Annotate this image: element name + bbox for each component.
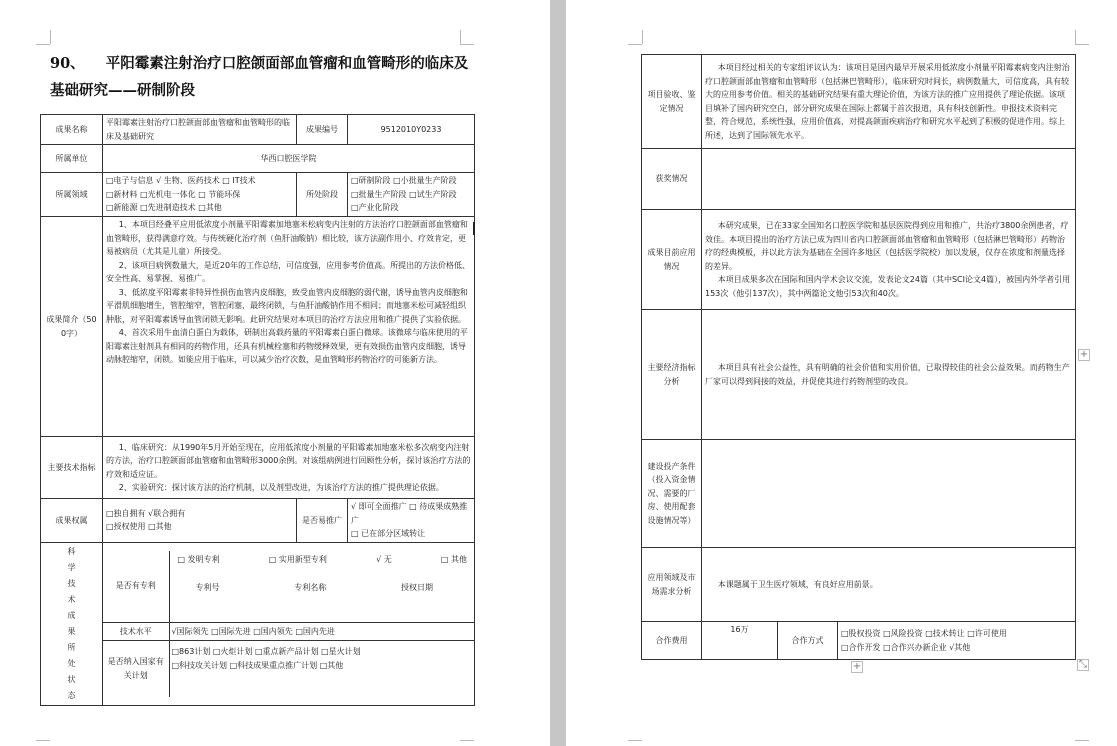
crop-mark	[1075, 30, 1076, 44]
plan-option-line[interactable]: □863计划 □火炬计划 □重点新产品计划 □星火计划	[171, 647, 361, 656]
stage-option-line[interactable]: □研制阶段 □小批量生产阶段	[351, 176, 457, 186]
right-label: 成果权属	[41, 499, 103, 543]
mode-option-line[interactable]: □合作开发 □合作兴办新企业 √其他	[841, 642, 971, 652]
add-row-icon[interactable]: +	[852, 661, 862, 672]
benefit-content	[702, 310, 1076, 440]
field-option-line[interactable]: □电子与信息 √ 生物、医药技术 □ IT技术	[106, 176, 256, 186]
promote-option-line[interactable]: □ 已在部分区域转让	[351, 529, 426, 538]
right-option-line[interactable]: □独自拥有 √联合拥有	[106, 508, 186, 518]
sci-status-text: 科学技术成果所处状态	[67, 546, 76, 700]
fee-value: 16万	[702, 622, 778, 660]
heading-title: 平阳霉素注射治疗口腔颌面部血管瘤和血管畸形的临床及基础研究——研制阶段	[50, 55, 469, 99]
application-paragraph: 本项目成果多次在国际和国内学术会议交流，发表论文24篇（其中SCI论文4篇），被国内外学者引用153次（他引137次），其中两篇论文他引53次和40次。	[705, 275, 1071, 298]
name-value: 平阳霉素注射治疗口腔颌面部血管瘤和血管畸形的临床及基础研究	[103, 115, 297, 145]
crop-mark	[460, 30, 461, 44]
level-label: 技术水平	[103, 623, 169, 641]
code-label: 成果编号	[297, 115, 348, 145]
unit-label: 所属单位	[41, 145, 103, 173]
crop-mark	[1075, 44, 1089, 45]
stage-options	[348, 173, 475, 217]
intro-paragraph: 4、首次采用牛血清白蛋白为载体，研制出高载药量的平阳霉素白蛋白微球。该微球与临床使用的平阳霉素注射剂具有相同的药物作用，还具有机械栓塞和药物缓释效果，更有效损伤血管内皮细胞，诱导动脉腔缩窄，闭锁。如能应用于临床，可以减少治疗次数，是血管畸形药物治疗的可能新方法。	[106, 328, 468, 364]
stage-option-line[interactable]: □批量生产阶段 □试生产阶段	[351, 189, 457, 199]
application-paragraph: 本研究成果，已在33家全国知名口腔医学院和基层医院得到应用和推广，共治疗3800余例患者，疗效佳。本项目提出的治疗方法已成为四川省内口腔颌面部血管瘤和血管畸形（包括淋巴管畸形）药物治疗的经典模板，并以此方法为基础在全国许多地区（包括医学院校）加以发展，仅存在浓度和剂量选择的差异。	[705, 221, 1069, 271]
result-table-right	[641, 54, 1076, 660]
market-label: 应用领域及市场需求分析	[642, 548, 702, 622]
text-cursor	[473, 222, 475, 235]
benefit-text: 本项目具有社会公益性，具有明确的社会价值和实用价值，已取得较佳的社会公益效果。而药物生产厂家可以得到间接的效益，并促使其进行药物剂型的改良。	[705, 363, 1070, 386]
sci-status-content	[103, 542, 475, 705]
eval-label: 项目验收、鉴定情况	[642, 55, 702, 149]
patent-column-row	[172, 567, 474, 595]
patent-type-option[interactable]: □ 实用新型专利	[268, 554, 327, 564]
patent-column-header: 授权日期	[401, 582, 433, 592]
crop-mark	[36, 44, 50, 45]
field-option-line[interactable]: □新能源 □先进制造技术 □其他	[106, 203, 222, 213]
level-value[interactable]: √国际领先 □国际先进 □国内领先 □国内先进	[169, 623, 475, 641]
benefit-label: 主要经济指标分析	[642, 310, 702, 440]
intro-paragraph: 3、低浓度平阳霉素非特异性损伤血管内皮细胞，致受血管内皮细胞的弱代谢，诱导血管内皮细胞和平滑肌细胞增生，管腔缩窄，管腔闭塞，最终闭锁，与鱼肝油酸钠作用不相同；而地塞米松可减轻组织肿胀，对平阳霉素诱导血管闭锁无影响。此研究结果对本项目的治疗方法应用和推广提供了实验依据。	[106, 287, 468, 324]
application-content	[702, 210, 1076, 310]
crop-mark	[1075, 740, 1089, 741]
page-gap	[550, 0, 566, 746]
intro-content	[103, 217, 475, 437]
crop-mark	[628, 44, 642, 45]
promote-options	[348, 499, 475, 543]
market-text: 本课题属于卫生医疗领域，有良好应用前景。	[717, 579, 878, 589]
stage-option-line[interactable]: □产业化阶段	[351, 203, 399, 213]
patent-content	[169, 551, 475, 623]
patent-type-option[interactable]: √ 无	[376, 554, 392, 564]
patent-type-option[interactable]: □ 发明专利	[177, 554, 220, 564]
application-label: 成果目前应用情况	[642, 210, 702, 310]
invest-value	[702, 440, 1076, 548]
heading-number: 90、	[50, 55, 85, 72]
document-heading	[50, 50, 470, 104]
promote-option-line[interactable]: √ 即可全面推广 □ 待成果成熟推广	[351, 502, 468, 525]
patent-type-row	[172, 551, 474, 567]
right-option-line[interactable]: □授权使用 □其他	[106, 522, 172, 532]
index-paragraph: 1、临床研究：从1990年5月开始至现在，应用低浓度小剂量的平阳霉素加地塞米松多次病变内注射的方法，治疗口腔颌面部血管瘤和血管畸形3000余例。对该组病例进行回顾性分析，探讨该治疗方法的疗效和适应证。	[106, 442, 471, 479]
index-paragraph: 2、实验研究：探讨该方法的治疗机制，以及剂型改进，为该治疗方法的推广提供理论依据。	[118, 483, 444, 492]
intro-paragraph: 1、本项目经叠平应用低浓度小剂量平阳霉素加地塞米松病变内注射的方法治疗口腔颌面部血管瘤和血管畸形，获得满意疗效。与传统硬化治疗剂（鱼肝油酸钠）相比较，该方法副作用小、疗效肯定，更易被病员（尤其是儿童）所接受。	[106, 220, 468, 256]
plan-label: 是否纳入国家有关计划	[103, 641, 169, 697]
crop-mark	[642, 30, 643, 44]
unit-value: 华西口腔医学院	[103, 145, 475, 173]
field-label: 所属领域	[41, 173, 103, 217]
sci-status-label	[41, 542, 103, 705]
eval-content	[702, 55, 1076, 149]
award-value	[702, 149, 1076, 210]
fee-label: 合作费用	[642, 622, 702, 660]
patent-label: 是否有专利	[103, 551, 169, 623]
plan-options	[169, 641, 475, 697]
code-value: 9512010Y0233	[348, 115, 475, 145]
mode-options	[838, 622, 1076, 660]
intro-label: 成果简介（500字）	[41, 217, 103, 437]
index-content	[103, 437, 475, 499]
index-label: 主要技术指标	[41, 437, 103, 499]
invest-label: 建设投产条件（投入资金情况、需要的厂房、使用配套设施情况等）	[642, 440, 702, 548]
crop-mark	[460, 740, 474, 741]
crop-mark	[50, 30, 51, 44]
name-label: 成果名称	[41, 115, 103, 145]
crop-mark	[628, 740, 642, 741]
plan-option-line[interactable]: □科技攻关计划 □科技成果重点推广计划 □其他	[171, 661, 344, 670]
promote-label: 是否易推广	[297, 499, 348, 543]
crop-mark	[460, 44, 474, 45]
intro-paragraph: 2、该项目病例数量大，是近20年的工作总结，可信度强，应用参考价值高。所提出的方法价格低、安全性高、易掌握、易推广。	[106, 260, 471, 283]
mode-label: 合作方式	[778, 622, 838, 660]
crop-mark	[36, 740, 50, 741]
stage-label: 所处阶段	[297, 173, 348, 217]
document-page-left	[0, 0, 548, 746]
table-resize-handle-icon[interactable]: ⤡	[1079, 659, 1087, 670]
patent-type-option[interactable]: □ 其他	[440, 554, 467, 564]
sci-status-table	[103, 551, 475, 697]
eval-text: 本项目经过相关的专家组评议认为：该项目是国内最早开展采用低浓度小剂量平阳霉素病变内注射治疗口腔颌面部血管瘤和血管畸形（包括淋巴管畸形），临床研究时间长，病例数量大，可信度高，具有较大的应用参考价值。相关的基础研究结果有重大理论价值，为该方法的推广应用提供了理论依据。该项目填补了国内研究空白，部分研究成果在国际上都属于首次报道，具有科技创新性。申报技术资料完整，符合规范，系统性强，应用价值高，对提高颌面疾病治疗和研究水平起到了积极的促进作用。综上所述，达到了国际领先水平。	[705, 63, 1070, 140]
field-options	[103, 173, 297, 217]
patent-column-header: 专利名称	[294, 582, 327, 592]
result-table-left	[40, 114, 475, 706]
market-content	[702, 548, 1076, 622]
document-page-right	[568, 0, 1117, 746]
mode-option-line[interactable]: □股权投资 □风险投资 □技术转让 □许可使用	[841, 629, 1007, 638]
right-options	[103, 499, 297, 543]
patent-column-header: 专利号	[195, 582, 220, 592]
add-row-icon[interactable]: +	[1079, 349, 1089, 360]
award-label: 获奖情况	[642, 149, 702, 210]
field-option-line[interactable]: □新材料 □光机电一体化 □ 节能环保	[106, 189, 241, 199]
